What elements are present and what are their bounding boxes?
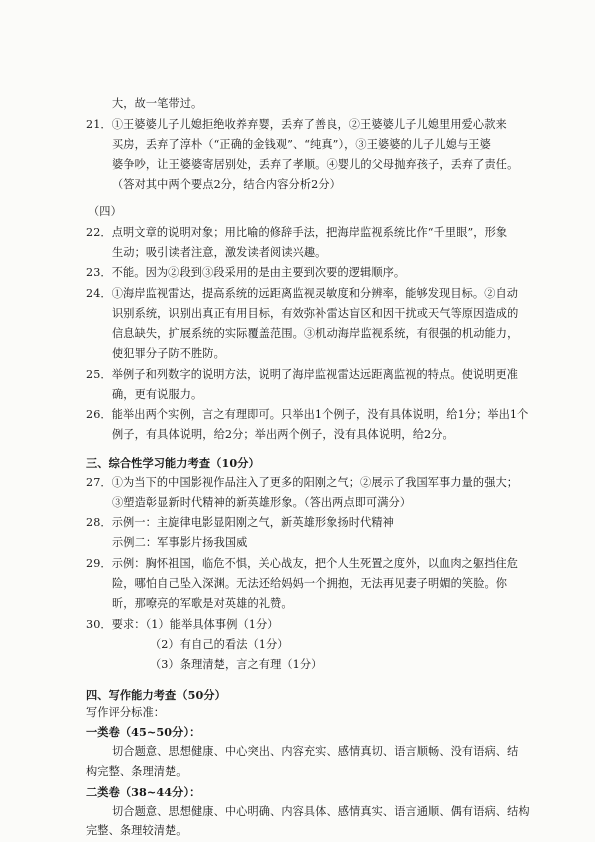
text-line: 确，更有说服力。 (112, 388, 203, 401)
text-line: （2）有自己的看法（1分） (150, 638, 289, 651)
text-line: 30．要求：（1）能举具体事例（1分） (86, 618, 279, 631)
grade-heading: 二类卷（38~44分）： (86, 785, 201, 799)
text-line: （3）条理清楚，言之有理（1分） (150, 658, 323, 671)
grade-heading: 一类卷（45~50分）： (86, 725, 201, 739)
text-line: 写作评分标准： (86, 706, 166, 719)
text-line: 险，哪怕自己坠入深渊。无法还给妈妈一个拥抱，无法再见妻子明媚的笑脸。你 (112, 577, 508, 590)
text-line: 29．示例：胸怀祖国，临危不惧，关心战友，把个人生死置之度外，以血肉之躯挡住危 (86, 557, 519, 570)
text-line: 27．①为当下的中国影视作品注入了更多的阳刚之气；②展示了我国军事力量的强大； (86, 476, 519, 489)
section-heading: 四、写作能力考查（50分） (86, 688, 226, 702)
section-heading: （四） (88, 205, 122, 218)
section-heading: 三、综合性学习能力考查（10分） (86, 456, 260, 470)
text-line: 婆争吵，让王婆婆寄居别处，丢弃了孝顺。④婴儿的父母抛弃孩子，丢弃了责任。 (112, 158, 519, 171)
text-line: 切合题意、思想健康、中心突出、内容充实、感情真切、语言顺畅、没有语病、结 (112, 745, 519, 758)
text-line: 21．①王婆婆儿子儿媳拒绝收养弃婴，丢弃了善良，②王婆婆儿子儿媳里用爱心款来 (86, 118, 507, 131)
text-line: 构完整、条理清楚。 (86, 765, 188, 778)
text-line: 25．举例子和列数字的说明方法，说明了海岸监视雷达远距离监视的特点。使说明更准 (86, 368, 519, 381)
text-line: 生动；吸引读者注意，激发读者阅读兴趣。 (112, 246, 327, 259)
text-line: 示例二：军事影片扬我国威 (112, 536, 248, 549)
text-line: 使犯罪分子防不胜防。 (112, 347, 225, 360)
text-line: ③塑造彰显新时代精神的新英雄形象。（答出两点即可满分） (112, 496, 412, 509)
text-line: 26．能举出两个实例，言之有理即可。只举出1个例子，没有具体说明，给1分；举出1个 (86, 408, 529, 421)
text-line: 识别系统，识别出真正有用目标，有效弥补雷达盲区和因干扰或天气等原因造成的 (112, 307, 519, 320)
text-line: 22．点明文章的说明对象；用比喻的修辞手法，把海岸监视系统比作“千里眼”，形象 (86, 226, 508, 239)
text-line: 切合题意、思想健康、中心明确、内容具体、感情真实、语言通顺、偶有语病、结构 (112, 805, 530, 818)
text-line: 大，故一笔带过。 (112, 97, 203, 110)
text-line: 24．①海岸监视雷达，提高系统的远距离监视灵敏度和分辨率，能够发现目标。②自动 (86, 287, 519, 300)
text-line: （答对其中两个要点2分，结合内容分析2分） (112, 178, 341, 191)
text-line: 23．不能。因为②段到③段采用的是由主要到次要的逻辑顺序。 (86, 266, 406, 279)
text-line: 完整、条理较清楚。 (86, 824, 188, 837)
text-line: 昕，那嘹亮的军歌是对英雄的礼赞。 (112, 597, 293, 610)
text-line: 信息缺失，扩展系统的实际覆盖范围。③机动海岸监视系统，有很强的机动能力， (112, 327, 519, 340)
text-line: 28．示例一：主旋律电影显阳刚之气，新英雄形象扬时代精神 (86, 516, 394, 529)
text-line: 买房，丢弃了淳朴（“正确的金钱观”、“纯真”），③王婆婆的儿子儿媳与王婆 (112, 138, 491, 151)
text-line: 例子，有具体说明，给2分；举出两个例子，没有具体说明，给2分。 (112, 428, 454, 441)
